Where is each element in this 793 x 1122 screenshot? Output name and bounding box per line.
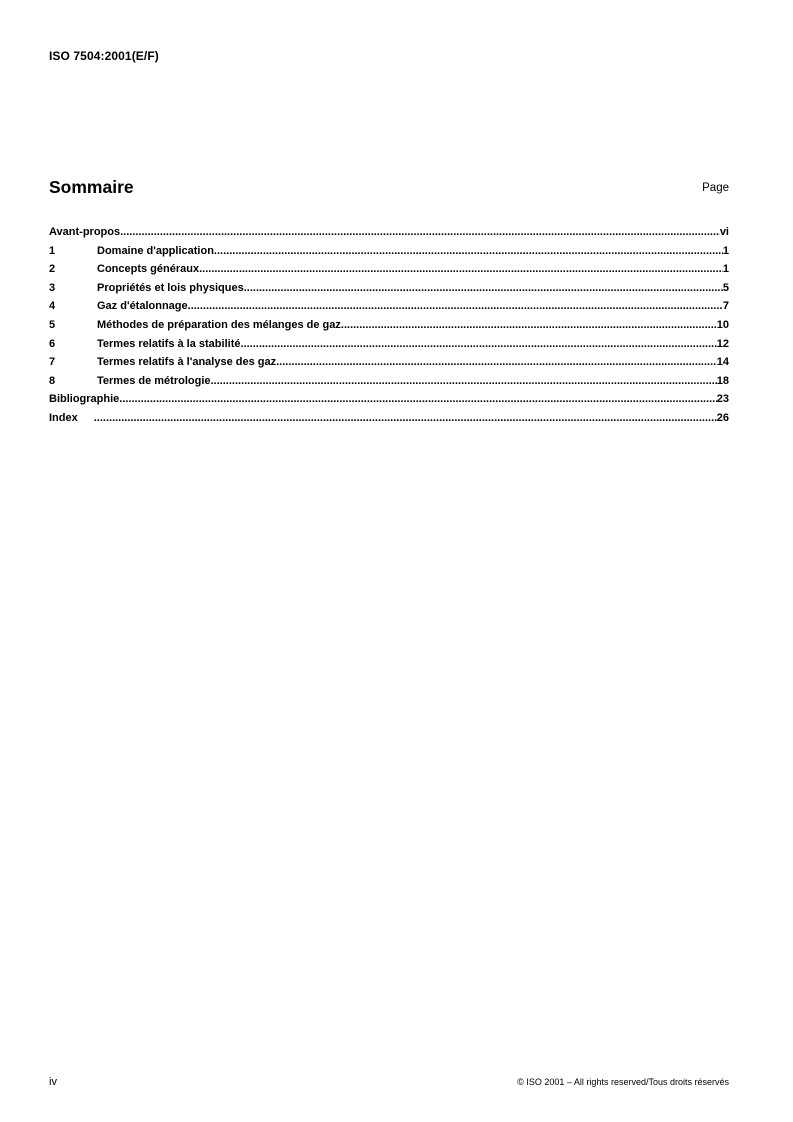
toc-entry-number: 8: [49, 374, 56, 387]
toc-leader-dots: [119, 393, 716, 405]
toc-entry-label: Index: [49, 411, 78, 424]
toc-leader-dots: [244, 282, 723, 294]
toc-title-row: [49, 177, 729, 201]
toc-leader-dots: [240, 338, 716, 350]
toc-entry-label: Bibliographie: [49, 393, 120, 406]
toc-title: Sommaire: [49, 177, 134, 197]
toc-leader-dots: [120, 226, 720, 238]
toc-leader-dots: [276, 356, 717, 368]
toc-entry-label: Méthodes de préparation des mélanges de gaz: [97, 318, 341, 331]
toc-entry-2[interactable]: [49, 263, 729, 282]
toc-entry-label: Propriétés et lois physiques: [97, 281, 244, 294]
toc-leader-dots: [94, 412, 717, 424]
toc-entry-page: 10: [716, 318, 729, 331]
toc-entry-index[interactable]: [49, 412, 729, 431]
toc-entry-page: 1: [722, 263, 729, 276]
toc-entry-label: Termes relatifs à la stabilité: [97, 337, 241, 350]
footer-page-number: iv: [49, 1076, 57, 1088]
toc-page-column-label: Page: [702, 182, 729, 194]
toc-entry-page: 7: [722, 300, 729, 313]
toc-leader-dots: [211, 375, 717, 387]
toc-entry-page: 12: [716, 337, 729, 350]
toc-entry-label: Avant-propos: [49, 226, 121, 238]
toc-entry-7[interactable]: [49, 356, 729, 375]
toc-entry-page: 23: [716, 393, 729, 406]
toc-leader-dots: [214, 245, 723, 257]
toc-entry-number: 1: [49, 244, 56, 257]
document-id-header: ISO 7504:2001(E/F): [49, 49, 159, 63]
toc-entry-page: 26: [716, 411, 729, 424]
toc-entry-4[interactable]: [49, 300, 729, 319]
toc-entry-label: Domaine d'application: [97, 244, 214, 257]
toc-entry-number: 2: [49, 263, 56, 276]
toc-entry-label: Concepts généraux: [97, 263, 200, 276]
toc-entry-page: 14: [716, 356, 729, 369]
toc-entry-bibliography[interactable]: [49, 393, 729, 412]
toc-entry-label: Termes relatifs à l'analyse des gaz: [97, 356, 277, 369]
toc-entry-number: 3: [49, 281, 56, 294]
toc-entry-8[interactable]: [49, 375, 729, 394]
toc-entry-page: 18: [716, 374, 729, 387]
toc-entry-label: Gaz d'étalonnage: [97, 300, 188, 313]
toc-entry-foreword[interactable]: [49, 226, 729, 245]
toc-leader-dots: [188, 300, 723, 312]
toc-entry-page: 5: [722, 281, 729, 294]
toc-entry-page: vi: [719, 226, 729, 238]
toc-entry-3[interactable]: [49, 282, 729, 301]
toc-entry-label: Termes de métrologie: [97, 374, 211, 387]
toc-entry-number: 6: [49, 337, 56, 350]
toc-entry-number: 5: [49, 318, 56, 331]
toc-entry-6[interactable]: [49, 338, 729, 357]
toc-entry-page: 1: [722, 244, 729, 257]
toc-leader-dots: [199, 263, 723, 275]
footer-copyright: © ISO 2001 – All rights reserved/Tous droits réservés: [517, 1077, 729, 1087]
toc-leader-dots: [341, 319, 717, 331]
table-of-contents: [49, 226, 729, 431]
toc-entry-number: 7: [49, 356, 56, 369]
toc-entry-5[interactable]: [49, 319, 729, 338]
toc-entry-number: 4: [49, 300, 56, 313]
toc-entry-1[interactable]: [49, 245, 729, 264]
